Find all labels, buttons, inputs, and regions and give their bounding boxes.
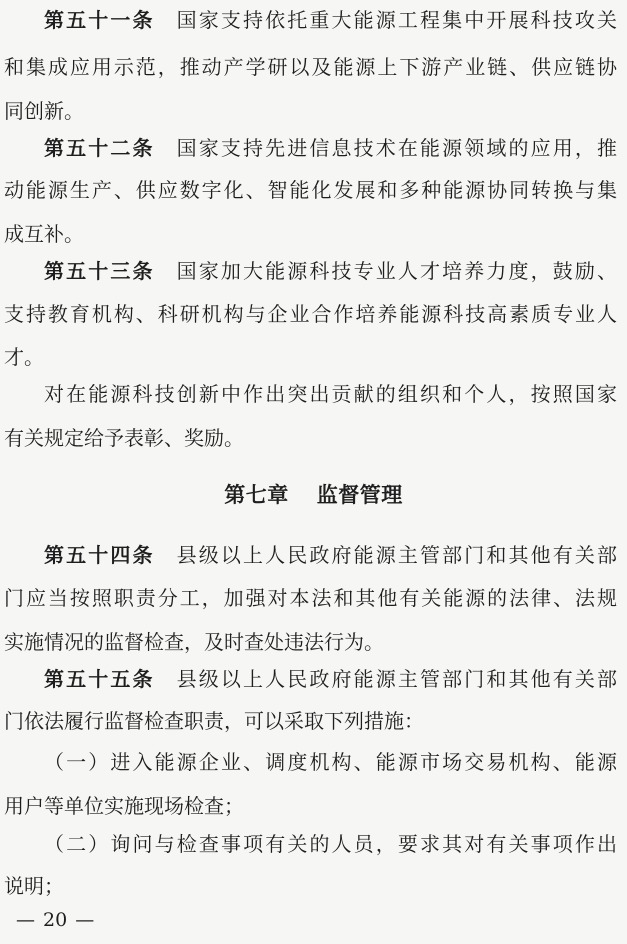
article-label: 第五十一条 [44, 8, 155, 32]
article-54-line-1: 第五十四条 县级以上人民政府能源主管部门和其他有关部 [44, 543, 617, 567]
item-1-line-1: （一）进入能源企业、调度机构、能源市场交易机构、能源 [44, 750, 617, 774]
article-label: 第五十四条 [44, 543, 155, 567]
article-label: 第五十二条 [44, 136, 155, 160]
article-51-line-1: 第五十一条 国家支持依托重大能源工程集中开展科技攻关 [44, 8, 617, 32]
article-52-line-2: 动能源生产、供应数字化、智能化发展和多种能源协同转换与集 [4, 178, 617, 202]
page-footer [8, 907, 102, 933]
item-2-line-1: （二）询问与检查事项有关的人员，要求其对有关事项作出 [44, 832, 617, 856]
article-52-line-3: 成互补。 [4, 222, 84, 246]
article-label: 第五十三条 [44, 259, 155, 283]
item-1-line-2: 用户等单位实施现场检查； [4, 794, 244, 818]
paragraph-line-1: 对在能源科技创新中作出突出贡献的组织和个人，按照国家 [44, 382, 617, 406]
article-51-line-2: 和集成应用示范，推动产学研以及能源上下游产业链、供应链协 [4, 55, 617, 79]
chapter-title: 监督管理 [316, 482, 403, 507]
footer-dash-right: — [75, 909, 95, 931]
footer-dash-left: — [16, 909, 35, 931]
article-55-line-1: 第五十五条 县级以上人民政府能源主管部门和其他有关部 [44, 667, 617, 691]
article-55-line-2: 门依法履行监督检查职责，可以采取下列措施： [4, 709, 424, 733]
chapter-heading [0, 481, 627, 509]
chapter-number: 第七章 [224, 482, 289, 507]
paragraph-line-2: 有关规定给予表彰、奖励。 [4, 426, 244, 450]
article-54-line-3: 实施情况的监督检查，及时查处违法行为。 [4, 630, 384, 654]
article-53-line-2: 支持教育机构、科研机构与企业合作培养能源科技高素质专业人 [4, 302, 617, 326]
article-label: 第五十五条 [44, 667, 155, 691]
article-54-line-2: 门应当按照职责分工，加强对本法和其他有关能源的法律、法规 [4, 586, 617, 610]
page-number: 20 [43, 909, 68, 931]
article-53-line-3: 才。 [4, 345, 44, 369]
article-53-line-1: 第五十三条 国家加大能源科技专业人才培养力度，鼓励、 [44, 259, 617, 283]
article-51-line-3: 同创新。 [4, 99, 84, 123]
article-52-line-1: 第五十二条 国家支持先进信息技术在能源领域的应用，推 [44, 136, 617, 160]
item-2-line-2: 说明； [4, 874, 64, 898]
